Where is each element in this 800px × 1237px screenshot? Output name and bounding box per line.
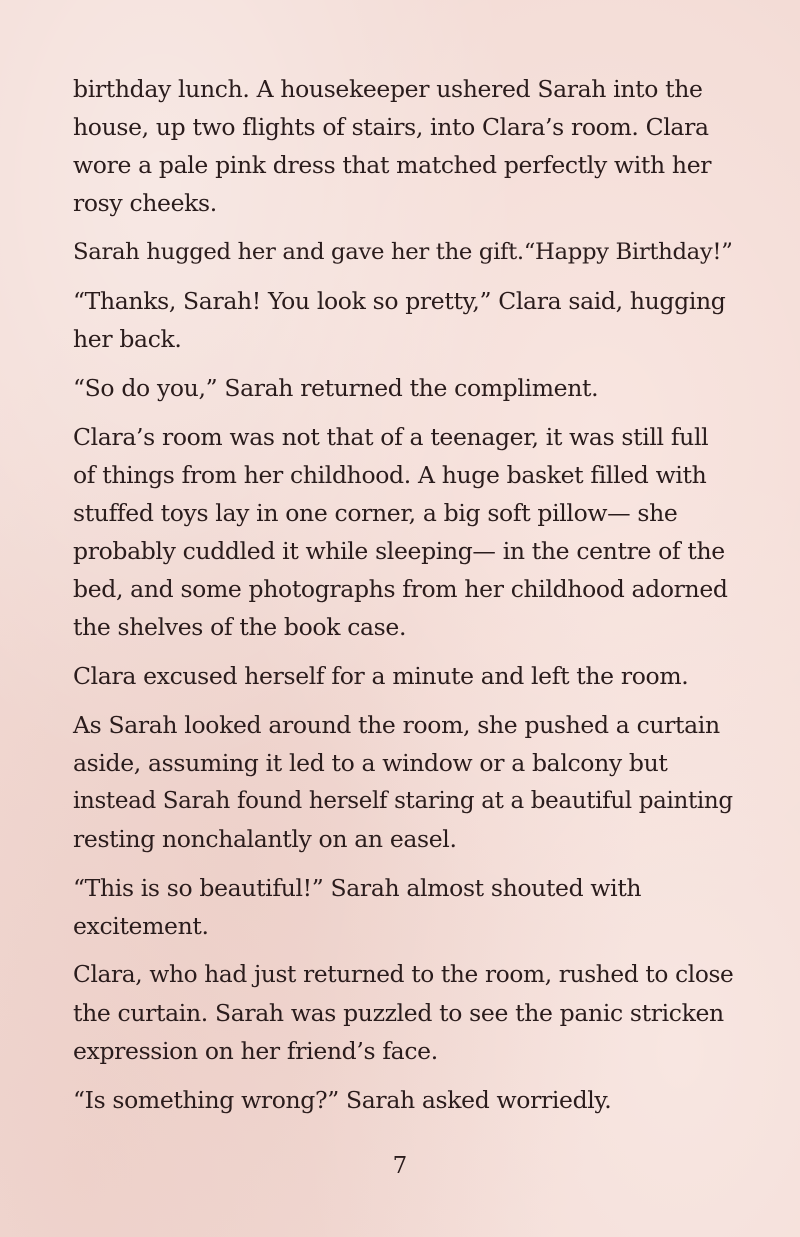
- paragraph: [73, 233, 733, 271]
- paragraph: [73, 418, 733, 646]
- text-line: Sarah hugged her and gave her the gift.“Happy Birthday!”: [73, 239, 733, 265]
- text-line: rosy cheeks.: [73, 189, 217, 217]
- text-line: Clara’s room was not that of a teenager, it was still full: [73, 423, 709, 451]
- paragraph: [73, 1081, 733, 1119]
- text-line: Clara, who had just returned to the room, rushed to close: [73, 961, 734, 988]
- text-line: house, up two flights of stairs, into Clara’s room. Clara: [73, 113, 709, 141]
- text-line: “So do you,” Sarah returned the compliment.: [73, 374, 599, 402]
- text-line: the shelves of the book case.: [73, 613, 407, 641]
- text-line: instead Sarah found herself staring at a beautiful painting: [73, 788, 733, 814]
- text-line: the curtain. Sarah was puzzled to see the panic stricken: [73, 999, 724, 1027]
- text-line: “Is something wrong?” Sarah asked worriedly.: [73, 1086, 612, 1114]
- text-line: aside, assuming it led to a window or a balcony but: [73, 749, 668, 777]
- text-line: her back.: [73, 325, 182, 353]
- text-line: expression on her friend’s face.: [73, 1037, 438, 1065]
- text-line: resting nonchalantly on an easel.: [73, 825, 457, 853]
- text-line: bed, and some photographs from her childhood adorned: [73, 575, 728, 603]
- paragraph: [73, 869, 733, 945]
- text-line: “This is so beautiful!” Sarah almost shouted with: [73, 874, 642, 902]
- text-line: excitement.: [73, 912, 209, 940]
- paragraph: [73, 657, 733, 695]
- text-line: As Sarah looked around the room, she pushed a curtain: [73, 711, 720, 739]
- text-line: of things from her childhood. A huge basket filled with: [73, 461, 707, 489]
- paragraph: [73, 282, 733, 358]
- text-line: birthday lunch. A housekeeper ushered Sarah into the: [73, 75, 703, 103]
- page-number: 7: [392, 1153, 408, 1179]
- text-line: probably cuddled it while sleeping— in the centre of the: [73, 537, 725, 565]
- paragraph: [73, 70, 733, 222]
- paragraph: [73, 369, 733, 407]
- text-line: stuffed toys lay in one corner, a big soft pillow— she: [73, 499, 678, 527]
- text-line: Clara excused herself for a minute and left the room.: [73, 662, 689, 690]
- text-line: wore a pale pink dress that matched perfectly with her: [73, 151, 712, 179]
- story-text: [73, 70, 733, 1130]
- paragraph: [73, 706, 733, 858]
- text-line: “Thanks, Sarah! You look so pretty,” Clara said, hugging: [73, 287, 726, 315]
- paragraph: [73, 956, 733, 1070]
